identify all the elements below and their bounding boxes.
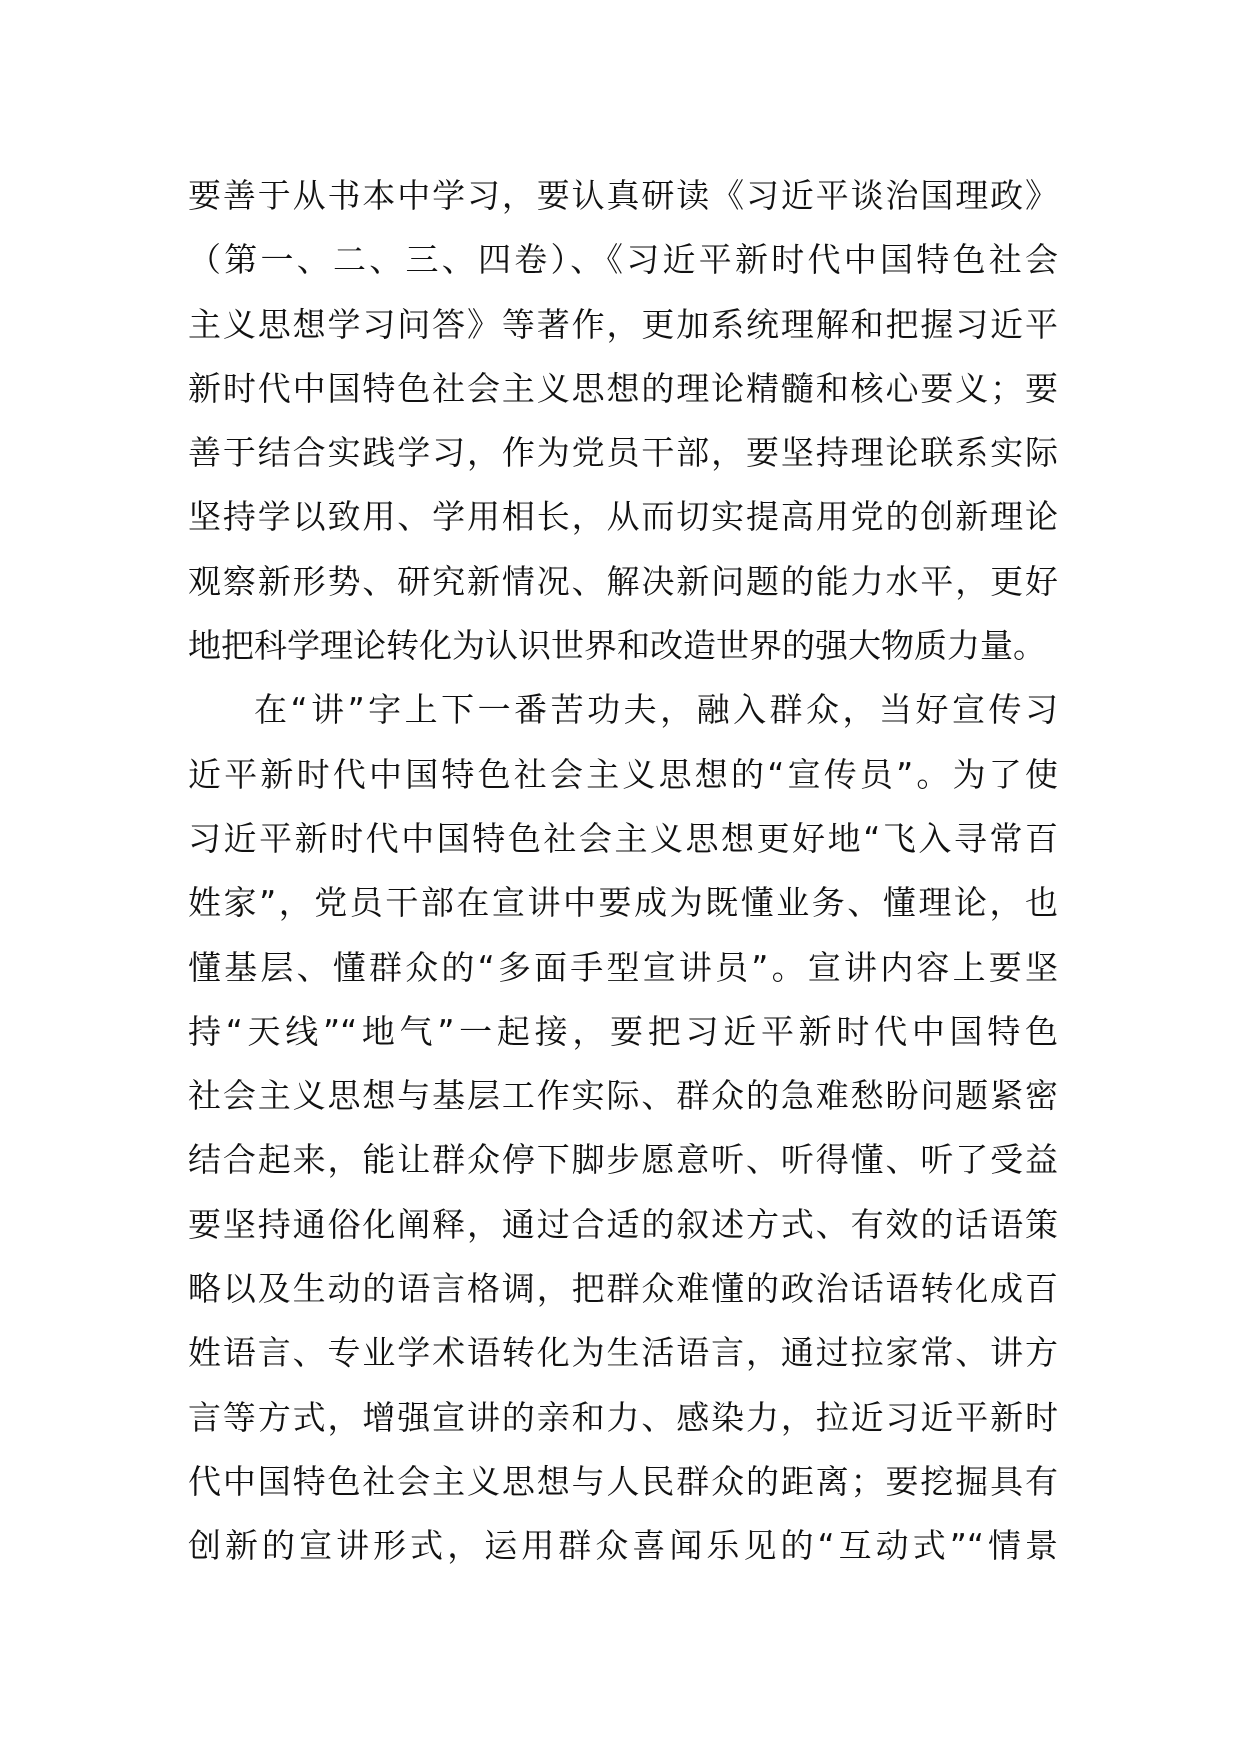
text-line: 新时代中国特色社会主义思想的理论精髓和核心要义；要 (188, 368, 1058, 408)
text-line: 要坚持通俗化阐释，通过合适的叙述方式、有效的话语策 (188, 1204, 1058, 1244)
text-line: 懂基层、懂群众的“多面手型宣讲员”。宣讲内容上要坚 (188, 947, 1058, 987)
text-line: 地把科学理论转化为认识世界和改造世界的强大物质力量。 (188, 626, 1046, 666)
text-line: 在“讲”字上下一番苦功夫，融入群众，当好宣传习 (254, 690, 1058, 730)
text-line: 姓家”，党员干部在宣讲中要成为既懂业务、懂理论，也 (188, 883, 1058, 923)
text-line: 持“天线”“地气”一起接，要把习近平新时代中国特色 (188, 1011, 1058, 1051)
text-line: 社会主义思想与基层工作实际、群众的急难愁盼问题紧密 (188, 1076, 1058, 1116)
text-line: 近平新时代中国特色社会主义思想的“宣传员”。为了使 (188, 754, 1058, 794)
text-line: 善于结合实践学习，作为党员干部，要坚持理论联系实际 (188, 433, 1058, 473)
text-line: 主义思想学习问答》等著作，更加系统理解和把握习近平 (188, 304, 1058, 344)
text-line: 坚持学以致用、学用相长，从而切实提高用党的创新理论 (188, 497, 1058, 537)
body-text (188, 164, 1058, 1579)
text-line: 观察新形势、研究新情况、解决新问题的能力水平，更好 (188, 561, 1058, 601)
text-line: 结合起来，能让群众停下脚步愿意听、听得懂、听了受益 (188, 1140, 1058, 1180)
text-line: 略以及生动的语言格调，把群众难懂的政治话语转化成百 (188, 1269, 1058, 1309)
text-line: 代中国特色社会主义思想与人民群众的距离；要挖掘具有 (188, 1461, 1058, 1501)
text-line: 要善于从书本中学习，要认真研读《习近平谈治国理政》 (188, 176, 1058, 215)
text-line: 姓语言、专业学术语转化为生活语言，通过拉家常、讲方 (188, 1333, 1058, 1373)
text-line: 言等方式，增强宣讲的亲和力、感染力，拉近习近平新时 (188, 1397, 1058, 1437)
text-line: 习近平新时代中国特色社会主义思想更好地“飞入寻常百 (188, 818, 1058, 858)
text-line: 创新的宣讲形式，运用群众喜闻乐见的“互动式”“情景 (188, 1526, 1058, 1566)
text-line: （第一、二、三、四卷）、《习近平新时代中国特色社会 (188, 240, 1058, 280)
